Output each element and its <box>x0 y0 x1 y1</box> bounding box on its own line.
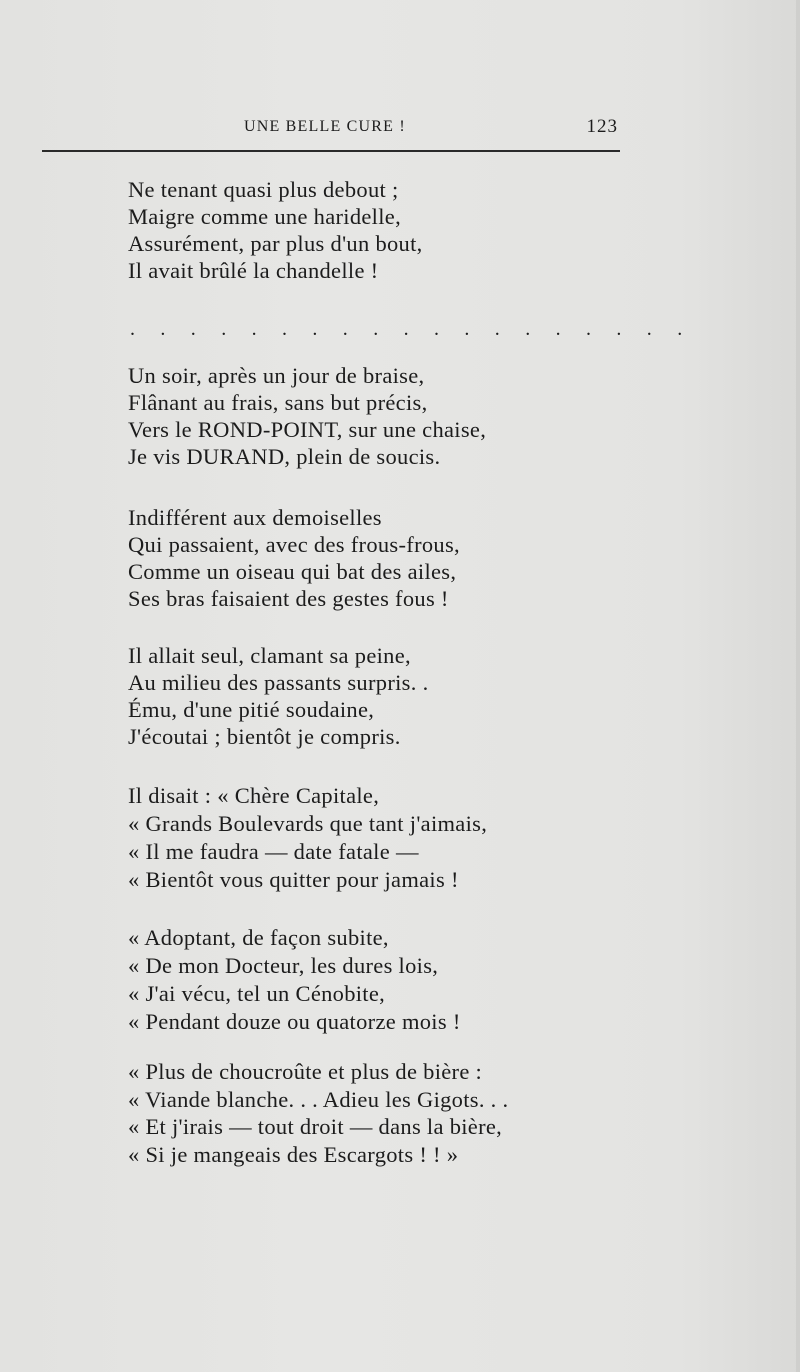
verse-line: Il disait : « Chère Capitale, <box>128 783 380 808</box>
verse-line: « J'ai vécu, tel un Cénobite, <box>128 981 386 1006</box>
stanza-2 <box>128 362 486 470</box>
page-number: 123 <box>586 116 618 137</box>
verse-line: Assurément, par plus d'un bout, <box>128 231 423 256</box>
verse-line: Qui passaient, avec des frous-frous, <box>128 532 460 557</box>
page-edge <box>796 0 800 1372</box>
stanza-3 <box>128 504 460 612</box>
verse-line: « Pendant douze ou quatorze mois ! <box>128 1009 461 1034</box>
verse-line: Ému, d'une pitié soudaine, <box>128 697 375 722</box>
verse-line: « Grands Boulevards que tant j'aimais, <box>128 811 488 836</box>
running-title: UNE BELLE CURE ! <box>244 118 406 135</box>
verse-line: « Viande blanche. . . Adieu les Gigots. . . <box>128 1086 509 1112</box>
verse-line: « De mon Docteur, les dures lois, <box>128 953 439 978</box>
verse-line: Flânant au frais, sans but précis, <box>128 390 428 415</box>
stanza-7 <box>128 1058 508 1168</box>
verse-line: Ne tenant quasi plus debout ; <box>128 177 399 202</box>
stanza-6 <box>128 924 461 1036</box>
verse-line: J'écoutai ; bientôt je compris. <box>128 724 401 749</box>
verse-line: Maigre comme une haridelle, <box>128 204 401 229</box>
stanza-1 <box>128 176 423 284</box>
verse-line: Comme un oiseau qui bat des ailes, <box>128 559 457 584</box>
verse-line: « Si je mangeais des Escargots ! ! » <box>128 1141 459 1167</box>
stanza-4 <box>128 642 429 750</box>
stanza-5 <box>128 782 487 894</box>
verse-line: « Bientôt vous quitter pour jamais ! <box>128 867 459 892</box>
verse-line: Je vis DURAND, plein de soucis. <box>128 444 441 469</box>
verse-line: Ses bras faisaient des gestes fous ! <box>128 586 449 611</box>
verse-line: « Il me faudra — date fatale — <box>128 839 419 864</box>
header-rule <box>42 150 620 152</box>
verse-line: « Plus de choucroûte et plus de bière : <box>128 1059 483 1084</box>
running-header <box>42 116 620 140</box>
verse-line: Il avait brûlé la chandelle ! <box>128 258 379 283</box>
verse-line: Au milieu des passants surpris. . <box>128 670 429 695</box>
ellipsis-separator: . . . . . . . . . . . . . . . . . . . <box>130 318 693 340</box>
verse-line: Indifférent aux demoiselles <box>128 505 382 530</box>
verse-line: Vers le ROND-POINT, sur une chaise, <box>128 417 487 442</box>
verse-line: « Adoptant, de façon subite, <box>128 925 389 950</box>
verse-line: Il allait seul, clamant sa peine, <box>128 643 411 668</box>
verse-line: « Et j'irais — tout droit — dans la bière, <box>128 1114 503 1139</box>
verse-line: Un soir, après un jour de braise, <box>128 363 425 388</box>
